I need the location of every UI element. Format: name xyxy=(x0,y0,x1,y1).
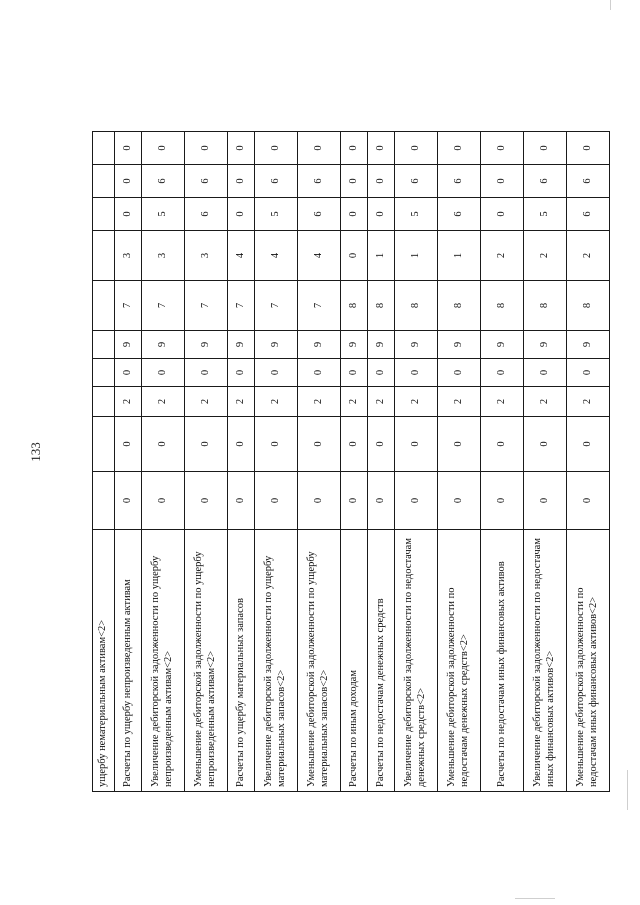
row-code-cell: 0 xyxy=(298,417,341,472)
page-number: 133 xyxy=(27,442,43,462)
row-code-cell xyxy=(93,359,115,387)
row-code-cell: 9 xyxy=(368,331,395,359)
row-code-cell: 0 xyxy=(255,132,298,165)
row-code-cell: 0 xyxy=(185,472,228,530)
table-row xyxy=(341,132,368,792)
row-code-cell: 0 xyxy=(368,417,395,472)
row-name-cell: Расчеты по недостачам денежных средств xyxy=(368,530,395,792)
row-code-cell: 6 xyxy=(438,198,481,231)
row-code-cell: 2 xyxy=(438,387,481,417)
row-code-cell: 0 xyxy=(255,472,298,530)
row-code-cell: 4 xyxy=(255,231,298,281)
row-code-cell xyxy=(93,132,115,165)
row-code-cell: 0 xyxy=(438,472,481,530)
row-code-cell xyxy=(93,387,115,417)
scan-edge-mark xyxy=(515,898,555,899)
table-row xyxy=(368,132,395,792)
row-code-cell: 0 xyxy=(567,472,610,530)
row-code-cell: 0 xyxy=(524,417,567,472)
row-code-cell: 5 xyxy=(395,198,438,231)
row-code-cell: 0 xyxy=(341,165,368,198)
row-name-cell: ущербу нематериальным активам<2> xyxy=(93,530,115,792)
row-code-cell: 8 xyxy=(368,281,395,331)
row-code-cell: 2 xyxy=(185,387,228,417)
row-code-cell: 0 xyxy=(228,198,255,231)
table-body xyxy=(93,132,610,792)
row-code-cell: 0 xyxy=(341,231,368,281)
row-code-cell: 9 xyxy=(185,331,228,359)
row-code-cell: 8 xyxy=(395,281,438,331)
row-code-cell: 0 xyxy=(115,132,142,165)
row-code-cell xyxy=(93,331,115,359)
row-code-cell: 0 xyxy=(341,417,368,472)
row-code-cell: 1 xyxy=(395,231,438,281)
row-code-cell: 0 xyxy=(481,132,524,165)
row-code-cell: 9 xyxy=(228,331,255,359)
row-code-cell: 0 xyxy=(481,472,524,530)
row-code-cell: 0 xyxy=(481,165,524,198)
row-code-cell: 0 xyxy=(438,132,481,165)
row-code-cell: 3 xyxy=(185,231,228,281)
scan-edge-mark xyxy=(627,770,628,810)
row-code-cell: 0 xyxy=(567,417,610,472)
row-code-cell: 7 xyxy=(255,281,298,331)
row-code-cell: 0 xyxy=(395,359,438,387)
row-code-cell: 2 xyxy=(524,387,567,417)
row-code-cell: 0 xyxy=(567,132,610,165)
row-code-cell: 7 xyxy=(115,281,142,331)
row-code-cell: 9 xyxy=(142,331,185,359)
row-code-cell: 0 xyxy=(228,165,255,198)
row-code-cell: 1 xyxy=(368,231,395,281)
row-code-cell: 0 xyxy=(481,359,524,387)
row-code-cell: 0 xyxy=(567,359,610,387)
row-code-cell: 2 xyxy=(524,231,567,281)
row-code-cell: 0 xyxy=(524,359,567,387)
row-code-cell: 0 xyxy=(524,472,567,530)
row-code-cell: 4 xyxy=(228,231,255,281)
row-code-cell: 6 xyxy=(255,165,298,198)
row-code-cell: 7 xyxy=(298,281,341,331)
row-code-cell: 2 xyxy=(228,387,255,417)
row-code-cell: 9 xyxy=(341,331,368,359)
row-code-cell: 9 xyxy=(115,331,142,359)
row-code-cell: 9 xyxy=(481,331,524,359)
row-code-cell: 2 xyxy=(481,231,524,281)
table-row xyxy=(438,132,481,792)
row-code-cell: 9 xyxy=(524,331,567,359)
row-code-cell: 6 xyxy=(185,198,228,231)
row-code-cell: 0 xyxy=(341,472,368,530)
row-name-cell: Уменьшение дебиторской задолженности по ущербу материальных запасов<2> xyxy=(298,530,341,792)
row-code-cell: 0 xyxy=(395,472,438,530)
row-code-cell: 3 xyxy=(115,231,142,281)
table-row xyxy=(395,132,438,792)
row-code-cell: 0 xyxy=(341,198,368,231)
scan-edge-mark xyxy=(610,0,611,10)
table-row xyxy=(567,132,610,792)
row-code-cell: 4 xyxy=(298,231,341,281)
row-code-cell: 0 xyxy=(185,359,228,387)
row-name-cell: Расчеты по иным доходам xyxy=(341,530,368,792)
row-code-cell: 7 xyxy=(228,281,255,331)
table-row xyxy=(481,132,524,792)
row-code-cell: 0 xyxy=(185,417,228,472)
row-code-cell: 9 xyxy=(255,331,298,359)
table-row xyxy=(142,132,185,792)
row-code-cell: 0 xyxy=(481,198,524,231)
row-code-cell: 0 xyxy=(438,359,481,387)
row-code-cell: 0 xyxy=(228,472,255,530)
row-code-cell: 1 xyxy=(438,231,481,281)
row-code-cell: 0 xyxy=(142,359,185,387)
row-code-cell: 7 xyxy=(142,281,185,331)
row-code-cell: 2 xyxy=(341,387,368,417)
row-code-cell: 0 xyxy=(115,472,142,530)
row-code-cell: 5 xyxy=(142,198,185,231)
row-code-cell: 0 xyxy=(368,472,395,530)
row-code-cell: 6 xyxy=(395,165,438,198)
accounts-table xyxy=(92,131,610,792)
row-name-cell: Увеличение дебиторской задолженности по недостачам иных финансовых активов<2> xyxy=(524,530,567,792)
row-code-cell: 5 xyxy=(524,198,567,231)
row-code-cell: 0 xyxy=(142,472,185,530)
row-code-cell xyxy=(93,417,115,472)
row-code-cell: 6 xyxy=(298,198,341,231)
row-code-cell: 0 xyxy=(115,359,142,387)
row-code-cell: 9 xyxy=(395,331,438,359)
row-code-cell: 0 xyxy=(368,198,395,231)
row-code-cell: 0 xyxy=(368,165,395,198)
row-code-cell: 0 xyxy=(185,132,228,165)
row-code-cell: 0 xyxy=(255,359,298,387)
row-code-cell: 0 xyxy=(298,359,341,387)
row-code-cell: 0 xyxy=(368,359,395,387)
row-code-cell: 3 xyxy=(142,231,185,281)
row-code-cell: 2 xyxy=(567,231,610,281)
row-code-cell: 6 xyxy=(185,165,228,198)
row-code-cell: 0 xyxy=(341,132,368,165)
row-code-cell: 9 xyxy=(438,331,481,359)
row-code-cell: 0 xyxy=(524,132,567,165)
row-name-cell: Увеличение дебиторской задолженности по недостачам денежных средств<2> xyxy=(395,530,438,792)
row-code-cell: 0 xyxy=(438,417,481,472)
row-code-cell: 0 xyxy=(395,417,438,472)
row-code-cell: 0 xyxy=(481,417,524,472)
row-name-cell: Расчеты по ущербу непроизведенным активам xyxy=(115,530,142,792)
table-row xyxy=(93,132,115,792)
row-code-cell: 0 xyxy=(298,132,341,165)
row-code-cell: 6 xyxy=(438,165,481,198)
row-code-cell: 0 xyxy=(228,132,255,165)
row-code-cell: 8 xyxy=(567,281,610,331)
row-code-cell: 6 xyxy=(298,165,341,198)
row-code-cell: 2 xyxy=(115,387,142,417)
row-code-cell: 2 xyxy=(142,387,185,417)
row-code-cell: 8 xyxy=(481,281,524,331)
row-code-cell: 5 xyxy=(255,198,298,231)
table-row xyxy=(298,132,341,792)
row-code-cell: 0 xyxy=(142,132,185,165)
row-code-cell: 0 xyxy=(115,198,142,231)
row-code-cell: 9 xyxy=(567,331,610,359)
row-code-cell: 2 xyxy=(298,387,341,417)
row-code-cell: 9 xyxy=(298,331,341,359)
row-code-cell: 0 xyxy=(395,132,438,165)
rotated-table-wrapper xyxy=(92,132,599,792)
row-code-cell: 2 xyxy=(368,387,395,417)
row-code-cell: 0 xyxy=(228,359,255,387)
row-code-cell xyxy=(93,231,115,281)
row-code-cell: 0 xyxy=(115,165,142,198)
row-code-cell: 6 xyxy=(567,198,610,231)
table-row xyxy=(185,132,228,792)
row-code-cell xyxy=(93,165,115,198)
row-code-cell: 7 xyxy=(185,281,228,331)
row-code-cell: 2 xyxy=(567,387,610,417)
row-name-cell: Уменьшение дебиторской задолженности по недостачам иных финансовых активов<2> xyxy=(567,530,610,792)
row-name-cell: Расчеты по ущербу материальных запасов xyxy=(228,530,255,792)
row-code-cell: 0 xyxy=(142,417,185,472)
table-row xyxy=(255,132,298,792)
row-code-cell xyxy=(93,472,115,530)
row-code-cell: 8 xyxy=(341,281,368,331)
row-code-cell: 8 xyxy=(438,281,481,331)
row-code-cell: 6 xyxy=(524,165,567,198)
row-code-cell: 8 xyxy=(524,281,567,331)
table-row xyxy=(115,132,142,792)
table-row xyxy=(524,132,567,792)
row-name-cell: Увеличение дебиторской задолженности по ущербу непроизведенным активам<2> xyxy=(142,530,185,792)
row-code-cell: 0 xyxy=(115,417,142,472)
row-code-cell: 2 xyxy=(481,387,524,417)
table-row xyxy=(228,132,255,792)
row-name-cell: Уменьшение дебиторской задолженности по ущербу непроизведенным активам<2> xyxy=(185,530,228,792)
row-code-cell: 0 xyxy=(255,417,298,472)
row-code-cell: 6 xyxy=(142,165,185,198)
row-code-cell: 0 xyxy=(368,132,395,165)
row-code-cell: 0 xyxy=(228,417,255,472)
row-name-cell: Расчеты по недостачам иных финансовых активов xyxy=(481,530,524,792)
row-code-cell xyxy=(93,198,115,231)
row-code-cell: 6 xyxy=(567,165,610,198)
row-name-cell: Увеличение дебиторской задолженности по ущербу материальных запасов<2> xyxy=(255,530,298,792)
row-code-cell: 0 xyxy=(341,359,368,387)
row-code-cell: 2 xyxy=(255,387,298,417)
row-code-cell: 2 xyxy=(395,387,438,417)
row-name-cell: Уменьшение дебиторской задолженности по недостачам денежных средств<2> xyxy=(438,530,481,792)
row-code-cell xyxy=(93,281,115,331)
row-code-cell: 0 xyxy=(298,472,341,530)
